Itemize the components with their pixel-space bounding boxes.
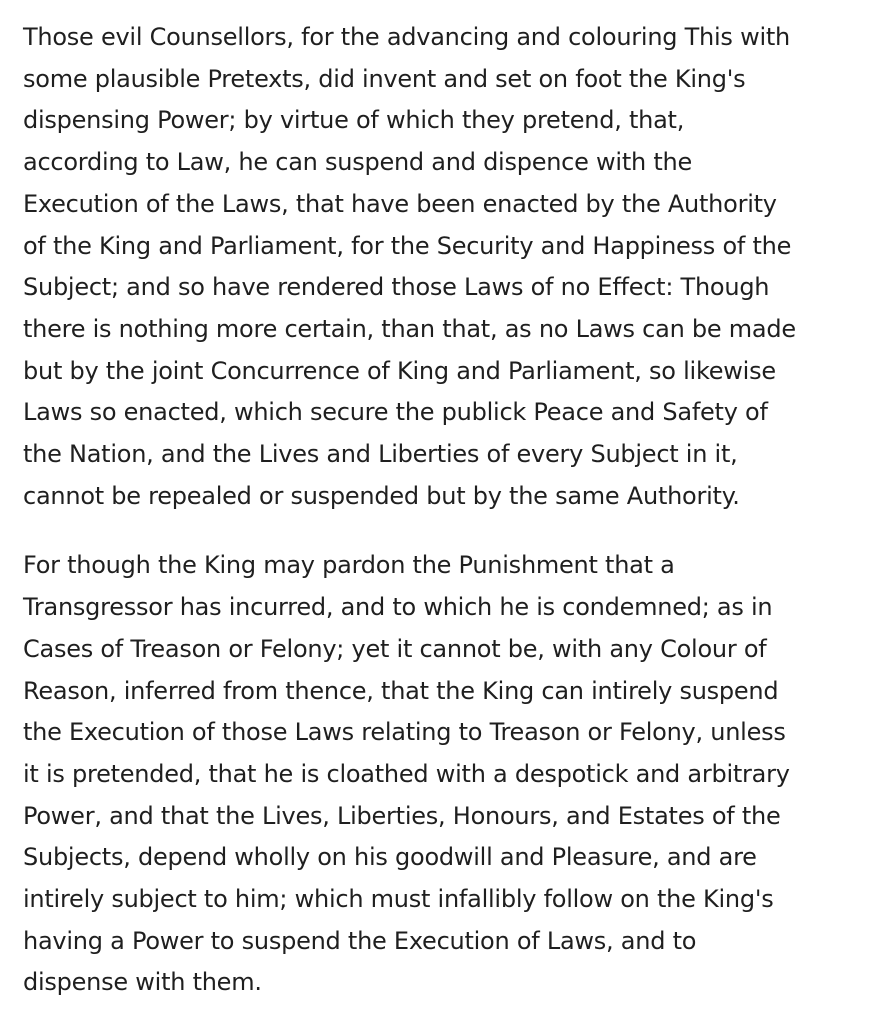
text-line: Reason, inferred from thence, that the King can intirely suspend [23,676,779,705]
paragraph-2 [23,545,868,1004]
text-line: it is pretended, that he is cloathed with a despotick and arbitrary [23,759,790,788]
text-line: some plausible Pretexts, did invent and set on foot the King's [23,64,746,93]
paragraph-gap [23,517,868,545]
document-body [23,17,868,1004]
text-line: the Execution of those Laws relating to Treason or Felony, unless [23,718,786,747]
text-line: Those evil Counsellors, for the advancing and colouring This with [23,23,790,51]
text-line: For though the King may pardon the Punishment that a [23,551,675,580]
text-line: but by the joint Concurrence of King and Parliament, so likewise [23,356,776,385]
text-line: Subjects, depend wholly on his goodwill and Pleasure, and are [23,843,757,872]
paragraph-1 [23,17,868,517]
text-line: according to Law, he can suspend and dispence with the [23,148,692,177]
text-line: Execution of the Laws, that have been enacted by the Authority [23,189,777,218]
text-line: dispense with them. [23,968,262,997]
text-line: there is nothing more certain, than that, as no Laws can be made [23,314,796,343]
text-line: Transgressor has incurred, and to which he is condemned; as in [23,593,773,622]
text-line: intirely subject to him; which must infallibly follow on the King's [23,885,774,914]
text-line: dispensing Power; by virtue of which they pretend, that, [23,106,685,135]
text-line: cannot be repealed or suspended but by the same Authority. [23,481,740,510]
text-line: Power, and that the Lives, Liberties, Honours, and Estates of the [23,801,781,830]
text-line: Subject; and so have rendered those Laws of no Effect: Though [23,273,770,302]
text-line: Cases of Treason or Felony; yet it cannot be, with any Colour of [23,634,767,663]
text-line: of the King and Parliament, for the Security and Happiness of the [23,231,792,260]
text-line: Laws so enacted, which secure the publick Peace and Safety of [23,398,768,427]
text-line: having a Power to suspend the Execution of Laws, and to [23,926,697,955]
text-line: the Nation, and the Lives and Liberties of every Subject in it, [23,440,738,469]
